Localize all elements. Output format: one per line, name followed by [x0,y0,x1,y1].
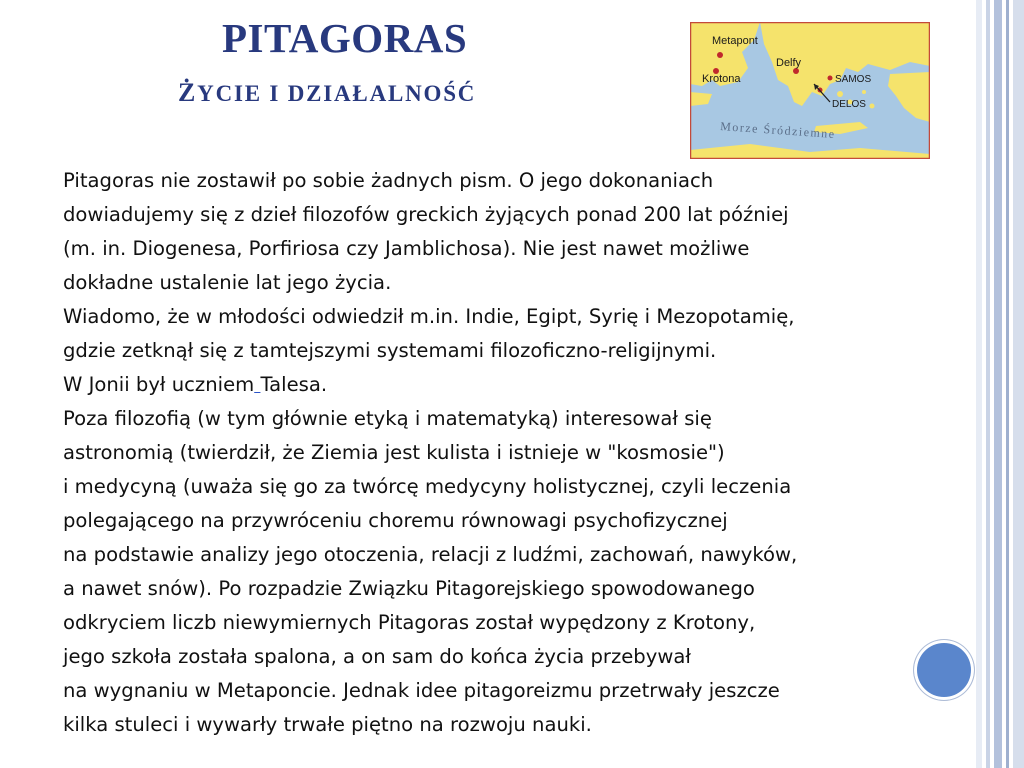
body-line-1: Pitagoras nie zostawił po sobie żadnych pism. O jego dokonaniach [63,169,714,192]
body-line-7-text: W Jonii był uczniem [63,373,255,396]
decorative-rail-1 [976,0,982,768]
slide-body [63,164,943,742]
body-line-9: astronomią (twierdził, że Ziemia jest kulista i istnieje w "kosmosie") [63,441,725,464]
body-line-4: dokładne ustalenie lat jego życia. [63,271,392,294]
map-dot-metapont [717,52,723,58]
body-line-3: (m. in. Diogenesa, Porfiriosa czy Jamblichosa). Nie jest nawet możliwe [63,237,750,260]
body-line-14: odkryciem liczb niewymiernych Pitagoras został wypędzony z Krotony, [63,611,756,634]
decorative-rail-5 [1013,0,1024,768]
body-line-15: jego szkoła została spalona, a on sam do końca życia przebywał [63,645,691,668]
body-line-6: gdzie zetknął się z tamtejszymi systemami filozoficzno-religijnymi. [63,339,717,362]
decorative-rail-4 [1006,0,1009,768]
subtitle-rest: YCIE I DZIAŁALNOŚĆ [197,81,477,106]
body-line-12: na podstawie analizy jego otoczenia, relacji z ludźmi, zachowań, nawyków, [63,543,798,566]
map-dot-samos [828,76,833,81]
decorative-circle [914,640,974,700]
subtitle-initial: Ż [178,78,198,107]
body-line-10: i medycyną (uważa się go za twórcę medycyny holistycznej, czyli leczenia [63,475,792,498]
body-line-8: Poza filozofią (w tym głównie etyką i matematyką) interesował się [63,407,712,430]
body-line-11: polegającego na przywróceniu choremu równowagi psychofizycznej [63,509,728,532]
body-line-17: kilka stuleci i wywarły trwałe piętno na rozwoju nauki. [63,713,592,736]
map-label-sea: Morze Śródziemne [719,119,837,142]
map-label-delos: DELOS [832,99,866,110]
decorative-rail-3 [994,0,1002,768]
map-label-delfy: Delfy [776,57,802,69]
map-island-1 [837,91,843,97]
map-island-3 [862,90,866,94]
map-island-4 [870,104,875,109]
greece-map-image [690,22,930,159]
body-line-2: dowiadujemy się z dzieł filozofów greckich żyjących ponad 200 lat później [63,203,789,226]
map-label-metapont: Metapont [712,35,758,47]
slide-title: PITAGORAS [222,15,468,61]
body-line-7 [63,368,943,402]
body-line-5: Wiadomo, że w młodości odwiedził m.in. Indie, Egipt, Syrię i Mezopotamię, [63,305,795,328]
body-line-13: a nawet snów). Po rozpadzie Związku Pitagorejskiego spowodowanego [63,577,755,600]
map-label-krotona: Krotona [702,73,741,85]
body-line-16: na wygnaniu w Metaponcie. Jednak idee pitagoreizmu przetrwały jeszcze [63,679,780,702]
decorative-rail-2 [986,0,990,768]
map-label-samos: SAMOS [835,74,872,85]
body-line-7-end: Talesa. [260,373,328,396]
slide-subtitle [178,78,476,108]
